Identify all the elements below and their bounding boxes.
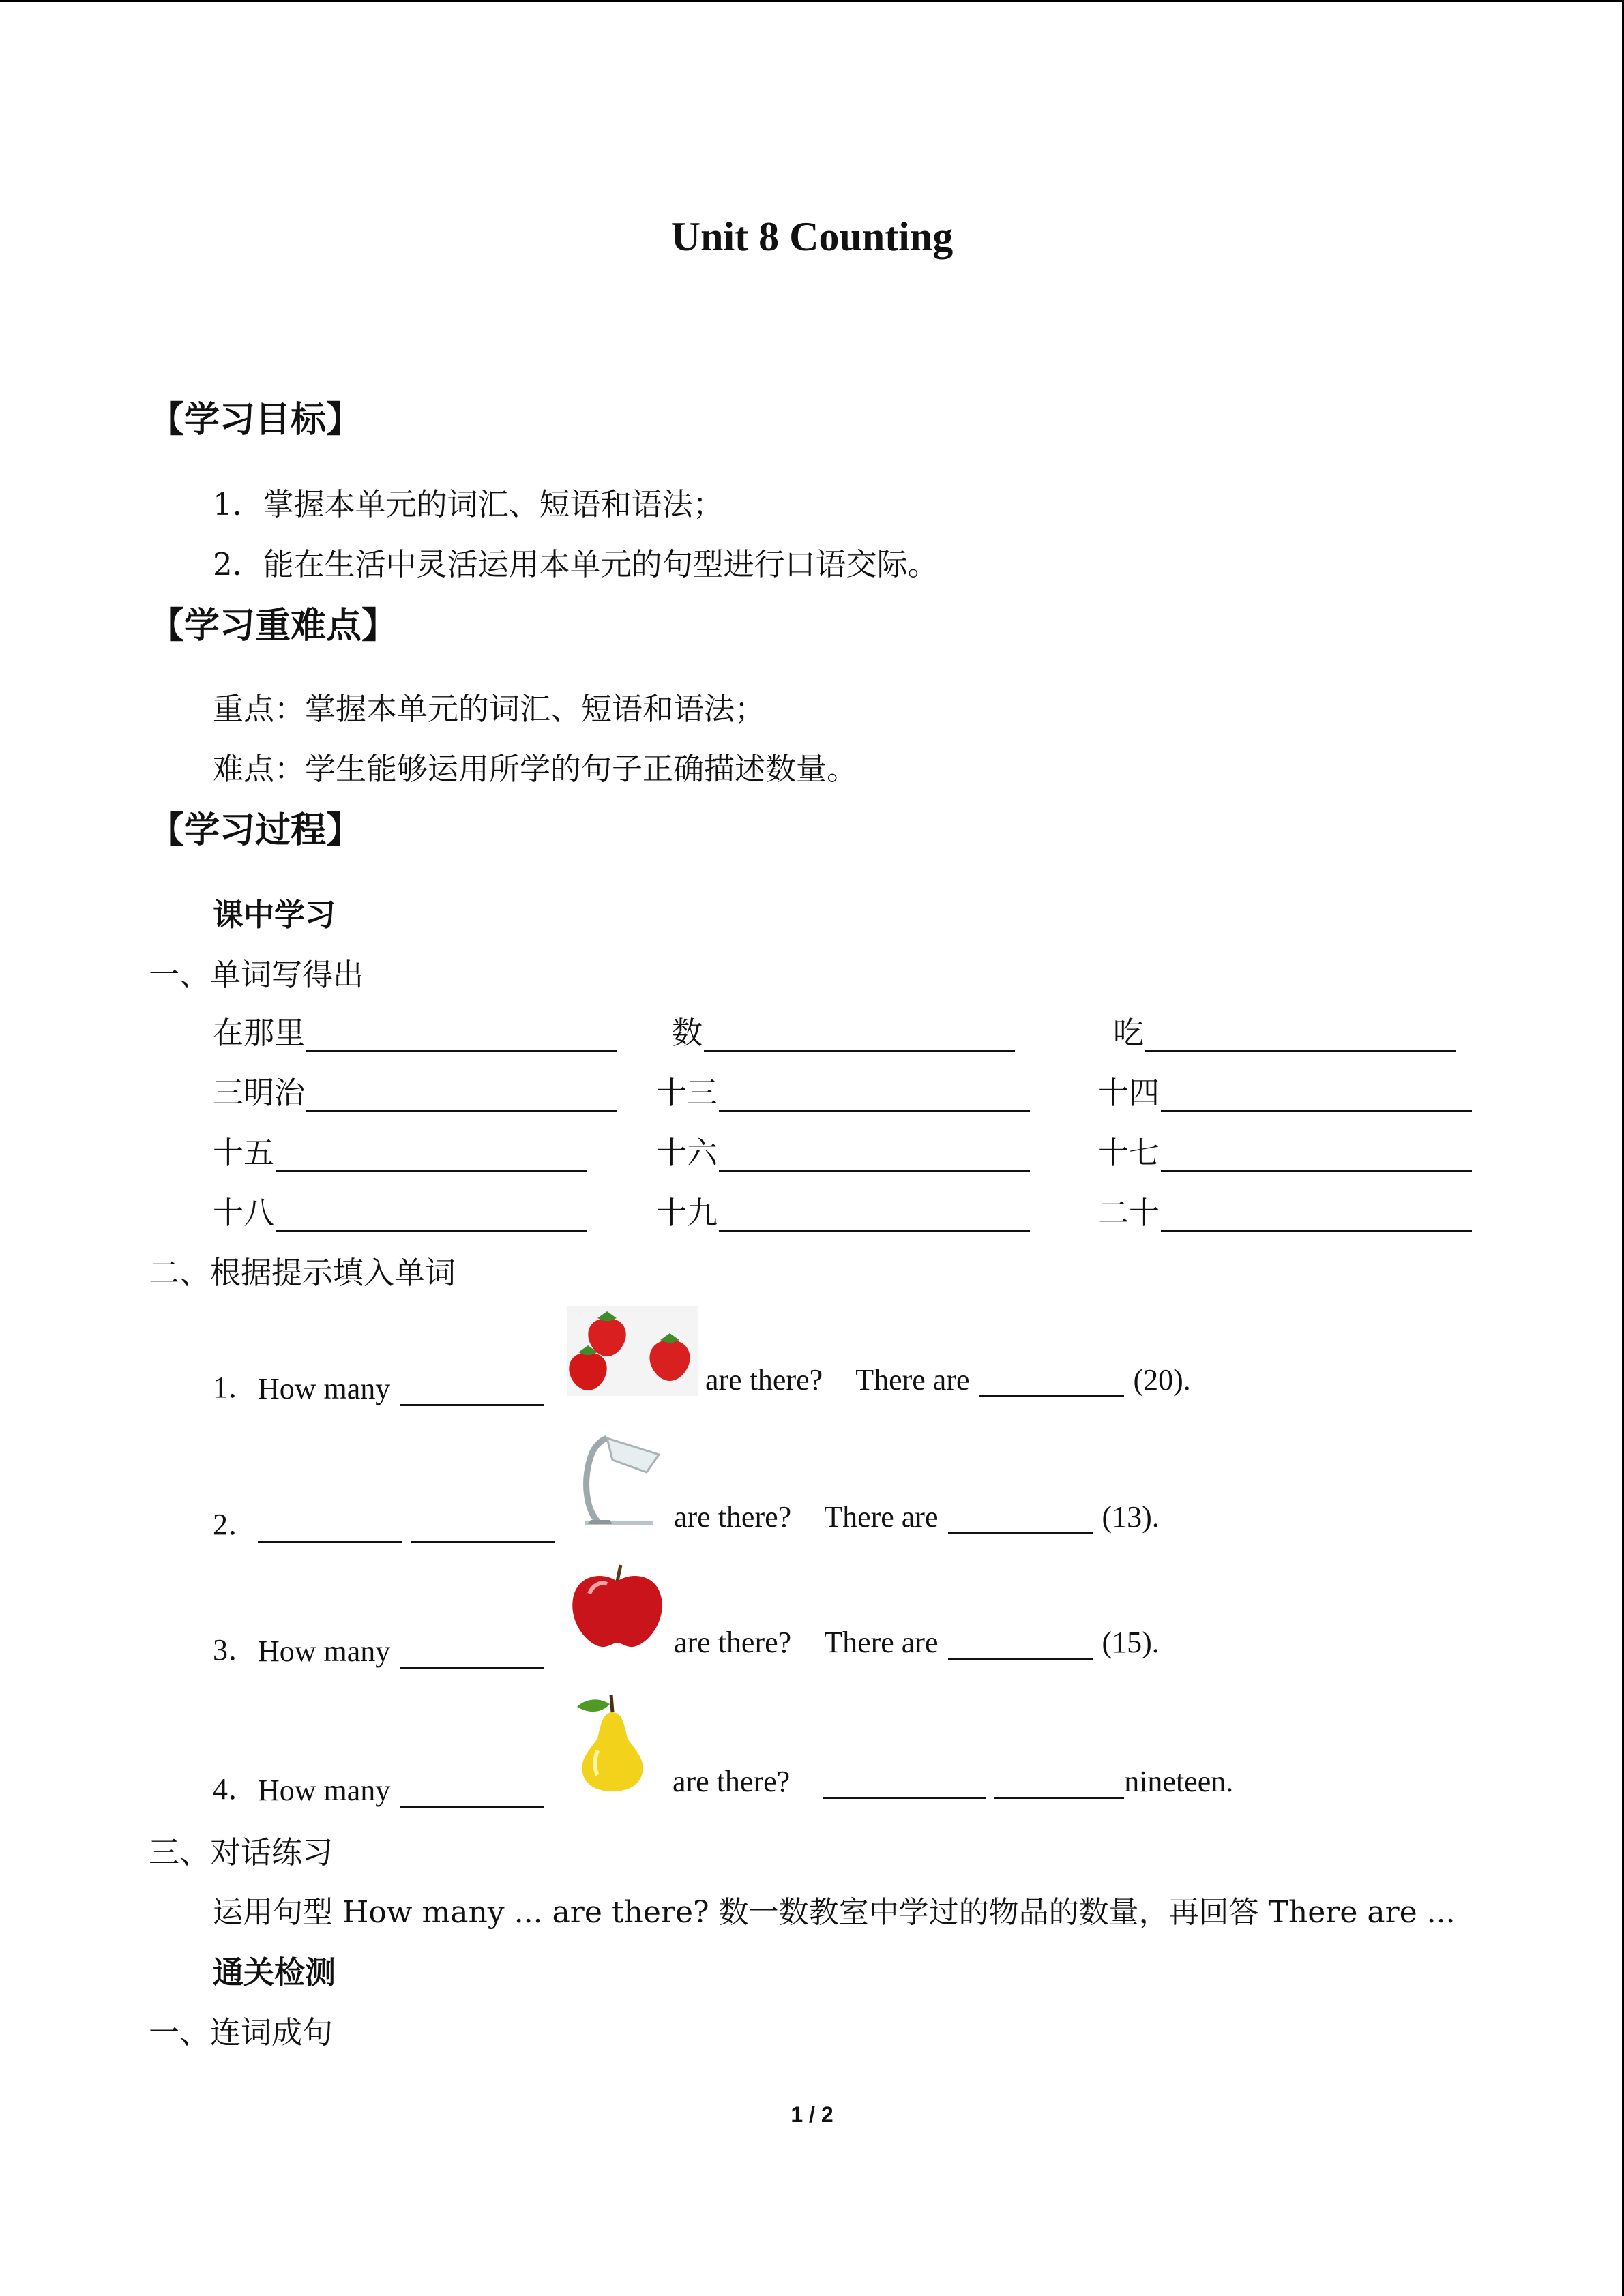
question-4-tail bbox=[673, 1764, 1233, 1799]
answer-lead: There are bbox=[824, 1500, 939, 1534]
answer-blank[interactable] bbox=[1161, 1140, 1472, 1172]
vocab-word: 十六 bbox=[656, 1135, 718, 1171]
question-lead: How many bbox=[258, 1372, 391, 1405]
vocab-item bbox=[1098, 1068, 1472, 1112]
vocab-item bbox=[213, 1068, 617, 1112]
vocab-item bbox=[656, 1068, 1030, 1112]
vocab-item bbox=[1113, 1008, 1456, 1052]
part1-title: 一、单词写得出 bbox=[149, 957, 364, 993]
answer-blank[interactable] bbox=[411, 1514, 555, 1543]
key-points-heading: 【学习重难点】 bbox=[149, 606, 398, 646]
question-mid: are there? bbox=[674, 1626, 792, 1659]
question-lead: How many bbox=[258, 1774, 391, 1807]
answer-blank[interactable] bbox=[1161, 1080, 1472, 1112]
vocab-item bbox=[1098, 1188, 1472, 1232]
key-point-item-2: 难点：学生能够运用所学的句子正确描述数量。 bbox=[213, 751, 858, 787]
question-2-tail bbox=[674, 1500, 1160, 1534]
question-3-tail bbox=[674, 1625, 1160, 1660]
question-3 bbox=[213, 1625, 544, 1669]
vocab-word: 三明治 bbox=[213, 1075, 306, 1111]
objective-item-2: 2．能在生活中灵活运用本单元的句型进行口语交际。 bbox=[213, 546, 939, 582]
answer-blank[interactable] bbox=[306, 1020, 617, 1052]
vocab-item bbox=[656, 1128, 1030, 1172]
answer-blank[interactable] bbox=[400, 1639, 544, 1669]
vocab-word: 十七 bbox=[1098, 1135, 1160, 1171]
vocab-word: 吃 bbox=[1113, 1015, 1145, 1051]
vocab-item bbox=[672, 1008, 1015, 1052]
answer-blank[interactable] bbox=[400, 1377, 544, 1406]
vocab-word: 十八 bbox=[213, 1195, 275, 1231]
question-number: 4． bbox=[213, 1772, 258, 1806]
key-point-item-1: 重点：掌握本单元的词汇、短语和语法； bbox=[213, 691, 766, 727]
check-part1-title: 一、连词成句 bbox=[149, 2014, 334, 2051]
part3-title: 三、对话练习 bbox=[149, 1834, 334, 1870]
part3-instructions: 运用句型 How many ... are there? 数一数教室中学过的物品的数量，再回答 There are ... bbox=[213, 1895, 1456, 1930]
vocab-word: 在那里 bbox=[213, 1015, 306, 1051]
question-1 bbox=[213, 1362, 544, 1406]
answer-blank[interactable] bbox=[704, 1020, 1015, 1052]
objective-item-1: 1．掌握本单元的词汇、短语和语法； bbox=[213, 486, 724, 522]
question-number: 2． bbox=[213, 1508, 258, 1541]
part2-title: 二、根据提示填入单词 bbox=[149, 1255, 456, 1291]
vocab-word: 十三 bbox=[656, 1075, 718, 1111]
answer-blank[interactable] bbox=[276, 1140, 587, 1172]
answer-blank[interactable] bbox=[948, 1630, 1093, 1660]
worksheet-page bbox=[0, 2, 1622, 2296]
question-number: 1． bbox=[213, 1371, 258, 1404]
vocab-item bbox=[656, 1188, 1030, 1232]
process-heading: 【学习过程】 bbox=[149, 810, 362, 851]
question-mid: are there? bbox=[673, 1765, 791, 1798]
answer-blank[interactable] bbox=[979, 1368, 1124, 1397]
answer-blank[interactable] bbox=[400, 1778, 544, 1808]
strawberries-icon bbox=[567, 1306, 698, 1396]
answer-blank[interactable] bbox=[276, 1200, 587, 1232]
question-mid: are there? bbox=[674, 1500, 792, 1534]
question-tail: nineteen. bbox=[1124, 1765, 1234, 1798]
question-1-tail bbox=[705, 1362, 1191, 1397]
answer-blank[interactable] bbox=[258, 1514, 402, 1543]
answer-blank[interactable] bbox=[1161, 1200, 1472, 1232]
vocab-item bbox=[1098, 1128, 1472, 1172]
vocab-item bbox=[213, 1128, 587, 1172]
question-2 bbox=[213, 1500, 555, 1543]
number-hint: (20). bbox=[1133, 1363, 1191, 1397]
pear-icon bbox=[570, 1690, 652, 1793]
vocab-word: 二十 bbox=[1098, 1195, 1160, 1231]
answer-blank[interactable] bbox=[994, 1770, 1124, 1799]
apple-icon bbox=[569, 1564, 666, 1651]
in-class-subheading: 课中学习 bbox=[213, 897, 336, 933]
vocab-item bbox=[213, 1008, 617, 1052]
vocab-item bbox=[213, 1188, 587, 1232]
number-hint: (15). bbox=[1102, 1626, 1160, 1659]
answer-blank[interactable] bbox=[719, 1200, 1030, 1232]
question-mid: are there? bbox=[705, 1363, 823, 1397]
answer-blank[interactable] bbox=[719, 1140, 1030, 1172]
lamp-icon bbox=[572, 1434, 668, 1528]
check-subheading: 通关检测 bbox=[213, 1954, 336, 1991]
answer-blank[interactable] bbox=[306, 1080, 617, 1112]
answer-blank[interactable] bbox=[823, 1770, 986, 1799]
vocab-word: 十九 bbox=[656, 1195, 718, 1231]
question-4 bbox=[213, 1764, 544, 1808]
question-lead: How many bbox=[258, 1635, 391, 1668]
page-title: Unit 8 Counting bbox=[670, 214, 954, 259]
objectives-heading: 【学习目标】 bbox=[149, 400, 362, 441]
answer-blank[interactable] bbox=[719, 1080, 1030, 1112]
number-hint: (13). bbox=[1102, 1500, 1160, 1534]
answer-blank[interactable] bbox=[948, 1505, 1093, 1534]
page-number: 1 / 2 bbox=[791, 2102, 833, 2127]
vocab-word: 十五 bbox=[213, 1135, 275, 1171]
answer-lead: There are bbox=[824, 1626, 939, 1659]
vocab-word: 十四 bbox=[1098, 1075, 1160, 1111]
question-number: 3． bbox=[213, 1633, 258, 1667]
answer-lead: There are bbox=[855, 1363, 970, 1397]
vocab-word: 数 bbox=[672, 1015, 703, 1051]
answer-blank[interactable] bbox=[1145, 1020, 1456, 1052]
